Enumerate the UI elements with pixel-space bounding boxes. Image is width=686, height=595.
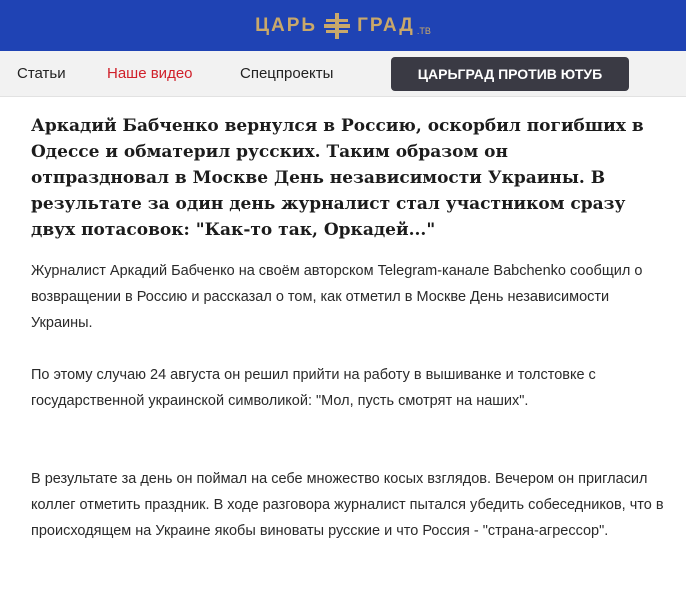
tsargrad-vs-youtube-button[interactable]: ЦАРЬГРАД ПРОТИВ ЮТУБ [391, 57, 629, 91]
main-nav [0, 51, 686, 97]
logo-suffix: .ТВ [416, 25, 431, 36]
site-logo[interactable] [255, 12, 431, 40]
nav-item-articles[interactable]: Статьи [17, 65, 66, 82]
nav-item-our-video[interactable]: Наше видео [107, 65, 193, 82]
article-paragraph: По этому случаю 24 августа он решил прийти на работу в вышиванке и толстовке с государственной украинской символикой: "Мол, пусть смотрят на наших". [31, 367, 596, 409]
article-paragraph: В результате за день он поймал на себе множество косых взглядов. Вечером он пригласил коллег отметить праздник. В ходе разговора журналист пытался убедить собеседников, что в происходящем на Украине якобы виноваты русские и что Россия - "страна-агрессор". [31, 471, 664, 539]
site-header [0, 0, 686, 51]
article-headline-block [31, 113, 651, 243]
cross-emblem-icon [323, 12, 351, 40]
logo-word-right: ГРАД [357, 14, 415, 36]
article-headline: Аркадий Бабченко вернулся в Россию, оскорбил погибших в Одессе и обматерил русских. Таким образом он отпраздновал в Москве День независимости Украины. В результате за один день журналист стал участником сразу двух потасовок: "Как-то так, Оркадей..." [31, 116, 644, 240]
logo-word-left: ЦАРЬ [255, 14, 318, 36]
nav-item-special-projects[interactable]: Спецпроекты [240, 65, 334, 82]
article-paragraph: Журналист Аркадий Бабченко на своём авторском Telegram-канале Babchenko сообщил о возвращении в Россию и рассказал о том, как отметил в Москве День независимости Украины. [31, 263, 643, 331]
